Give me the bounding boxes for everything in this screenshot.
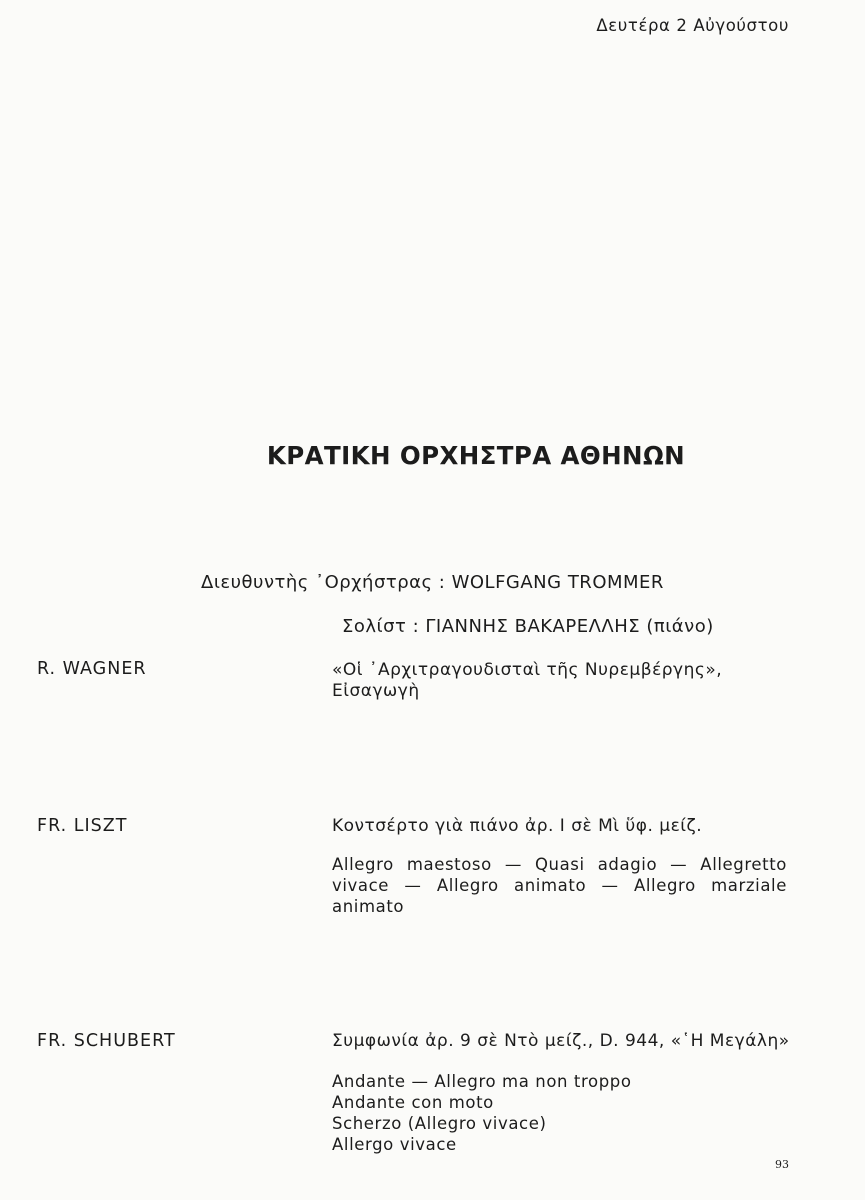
movement-line: Andante — Allegro ma non troppo (332, 1072, 632, 1091)
movements-schubert (332, 1071, 787, 1155)
soloist-line: Σολίστ : ΓΙΑΝΝΗΣ ΒΑΚΑΡΕΛΛΗΣ (πιάνο) (342, 616, 714, 637)
orchestra-title: ΚΡΑΤΙΚΗ ΟΡΧΗΣΤΡΑ ΑΘΗΝΩΝ (266, 441, 686, 470)
movement-line: Andante con moto (332, 1093, 494, 1112)
composer-liszt: FR. LISZT (37, 816, 128, 836)
work-schubert: Συμφωνία ἀρ. 9 σὲ Ντὸ μείζ., D. 944, «῾Η Μεγάλη» (332, 1031, 790, 1051)
movements-liszt: Allegro maestoso — Quasi adagio — Allegretto vivace — Allegro animato — Allegro marziale animato (332, 855, 787, 916)
conductor-line: Διευθυντὴς ᾿Ορχήστρας : WOLFGANG TROMMER (201, 572, 664, 593)
concert-date: Δευτέρα 2 Αὐγούστου (596, 16, 789, 35)
work-title-line: «Οἱ ᾿Αρχιτραγουδισταὶ τῆς Νυρεμβέργης», (332, 660, 723, 680)
page-number: 93 (775, 1158, 789, 1171)
composer-schubert: FR. SCHUBERT (37, 1031, 176, 1051)
movement-line: Allergo vivace (332, 1135, 457, 1154)
movement-line: Scherzo (Allegro vivace) (332, 1114, 547, 1133)
work-liszt: Κοντσέρτο γιὰ πιάνο ἀρ. Ι σὲ Μὶ ὕφ. μείζ. (332, 816, 703, 836)
composer-wagner: R. WAGNER (37, 659, 147, 679)
work-title-line: Εἰσαγωγὴ (332, 681, 420, 701)
work-wagner (332, 660, 722, 702)
